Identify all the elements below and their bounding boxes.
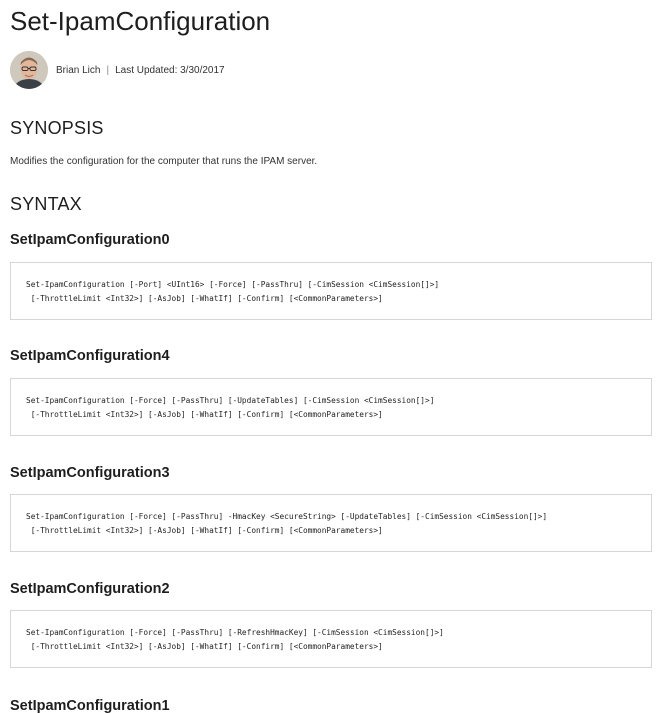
parameter-set-title: SetIpamConfiguration4 (10, 348, 170, 364)
parameter-set-title: SetIpamConfiguration0 (10, 232, 170, 248)
parameter-set-title: SetIpamConfiguration1 (10, 698, 170, 713)
syntax-code: Set-IpamConfiguration [-Port] <UInt16> [-Force] [-PassThru] [-CimSession <CimSession[]>] [-ThrottleLimit <Int32>] [-AsJob] [-WhatIf] [-Confirm] [<CommonParameters>] (26, 280, 440, 303)
syntax-code: Set-IpamConfiguration [-Force] [-PassThru] [-UpdateTables] [-CimSession <CimSession[]>] [-ThrottleLimit <Int32>] [-AsJob] [-WhatIf] [-Confirm] [<CommonParameters>] (26, 396, 435, 419)
parameter-set-title: SetIpamConfiguration3 (10, 465, 170, 481)
synopsis-heading: SYNOPSIS (10, 118, 104, 138)
syntax-heading: SYNTAX (10, 194, 82, 214)
syntax-code-block (10, 262, 652, 320)
syntax-code: Set-IpamConfiguration [-Force] [-PassThru] [-RefreshHmacKey] [-CimSession <CimSession[]>] [-ThrottleLimit <Int32>] [-AsJob] [-WhatIf] [-Confirm] [<CommonParameters>] (26, 628, 444, 651)
avatar-photo-icon (10, 51, 48, 89)
meta-separator: | (106, 64, 110, 76)
syntax-code-block (10, 494, 652, 552)
author-name[interactable]: Brian Lich (56, 64, 101, 76)
author-avatar[interactable] (10, 51, 48, 89)
syntax-code-block (10, 378, 652, 436)
page-title: Set-IpamConfiguration (10, 6, 271, 36)
parameter-set-title: SetIpamConfiguration2 (10, 581, 170, 597)
syntax-code-block (10, 610, 652, 668)
synopsis-text: Modifies the configuration for the computer that runs the IPAM server. (10, 156, 318, 167)
syntax-code: Set-IpamConfiguration [-Force] [-PassThru] -HmacKey <SecureString> [-UpdateTables] [-CimSession <CimSession[]>] [-ThrottleLimit <Int32>] [-AsJob] [-WhatIf] [-Confirm] [<CommonParameters>] (26, 512, 548, 535)
author-row (10, 50, 225, 90)
last-updated: Last Updated: 3/30/2017 (115, 64, 225, 76)
